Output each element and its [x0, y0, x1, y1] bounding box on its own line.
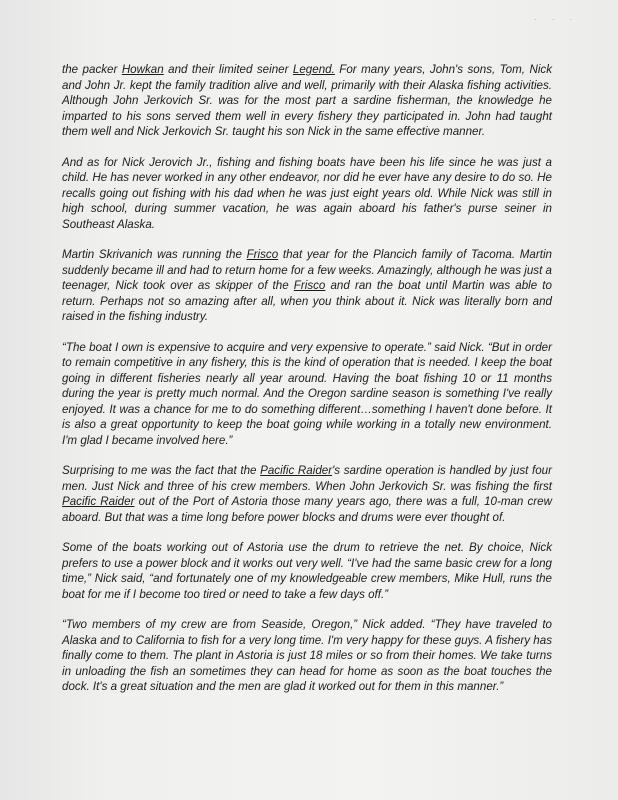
paragraph-4 — [62, 340, 552, 449]
paragraph-text: and ran the boat until Martin was able to return. Perhaps not so amazing after all, when you think about it. Nick was literally born and raised in the fishing industry. — [62, 279, 552, 323]
corner-marks: · · · — [534, 14, 578, 24]
paragraph-text: And as for Nick Jerovich Jr., fishing and fishing boats have been his life since he was just a child. He has never worked in any other endeavor, nor did he ever have any desire to do so. He recalls going out fishing with his dad when he was just eight years old. While Nick was still in high school, during summer vacation, he was again aboard his father's purse seiner in Southeast Alaska. — [62, 155, 552, 231]
paragraph-text: Some of the boats working out of Astoria use the drum to retrieve the net. By choice, Nick prefers to use a power block and it works out very well. “I've had the same basic crew for a long time,” Nick said, “and fortunately one of my knowledgeable crew members, Mike Hull, runs the boat for me if I become too tired or need to take a few days off.” — [62, 541, 552, 601]
document-body — [62, 62, 552, 710]
paragraph-6 — [62, 540, 552, 602]
paragraph-text: “Two members of my crew are from Seaside, Oregon,” Nick added. “They have traveled to Alaska and to California to fish for a very long time. I'm very happy for these guys. A fishery has finally come to them. The plant in Astoria is just 18 miles or so from their homes. We take turns in unloading the fish an sometimes they can head for home as soon as the boat touches the dock. It's a great situation and the men are glad it worked out for them in this manner.” — [62, 618, 552, 693]
boat-name-pacific-raider: Pacific Raider — [260, 464, 333, 477]
boat-name-legend: Legend. — [292, 63, 335, 76]
boat-name-pacific-raider: Pacific Raider — [62, 495, 135, 508]
paragraph-text: For many years, John's sons, Tom, Nick and John Jr. kept the family tradition alive and well, primarily with their Alaska fishing activities. Although John Jerkovich Sr. was for the most part a sardine fisherman, the knowledge he imparted to his sons served them well in every fishery they participated in. John had taught them well and Nick Jerkovich Sr. taught his son Nick in the same effective manner. — [62, 63, 552, 138]
paragraph-1 — [62, 62, 552, 140]
paragraph-5 — [62, 463, 552, 525]
paragraph-2 — [62, 155, 552, 233]
paragraph-text: out of the Port of Astoria those many years ago, there was a full, 10-man crew aboard. But that was a time long before power blocks and drums were ever thought of. — [62, 495, 552, 524]
boat-name-howkan: Howkan — [121, 63, 164, 76]
paragraph-3 — [62, 247, 552, 325]
paragraph-7 — [62, 617, 552, 695]
paragraph-text: and their limited seiner — [163, 63, 293, 76]
paragraph-text: the packer — [62, 63, 122, 76]
boat-name-frisco: Frisco — [246, 248, 279, 261]
paragraph-text: 's sardine operation is handled by just four men. Just Nick and three of his crew members. When John Jerkovich Sr. was fishing the first — [62, 464, 552, 493]
paragraph-text: Surprising to me was the fact that the — [62, 464, 261, 477]
paragraph-text: “The boat I own is expensive to acquire and very expensive to operate.” said Nick. “But in order to remain competitive in any fishery, this is the kind of operation that is needed. I keep the boat going in different fisheries nearly all year around. Having the boat fishing 10 or 11 months during the year is pretty much normal. And the Oregon sardine season is something I've really enjoyed. It was a chance for me to do something different…something I haven't done before. It is also a great opportunity to keep the boat going while working in a totally new environment. I'm glad I became involved here.” — [62, 340, 552, 447]
paragraph-text: that year for the Plancich family of Tacoma. Martin suddenly became ill and had to return home for a few weeks. Amazingly, although he was just a teenager, Nick took over as skipper of the — [62, 248, 552, 292]
boat-name-frisco: Frisco — [293, 279, 326, 292]
paragraph-text: Martin Skrivanich was running the — [62, 248, 247, 261]
